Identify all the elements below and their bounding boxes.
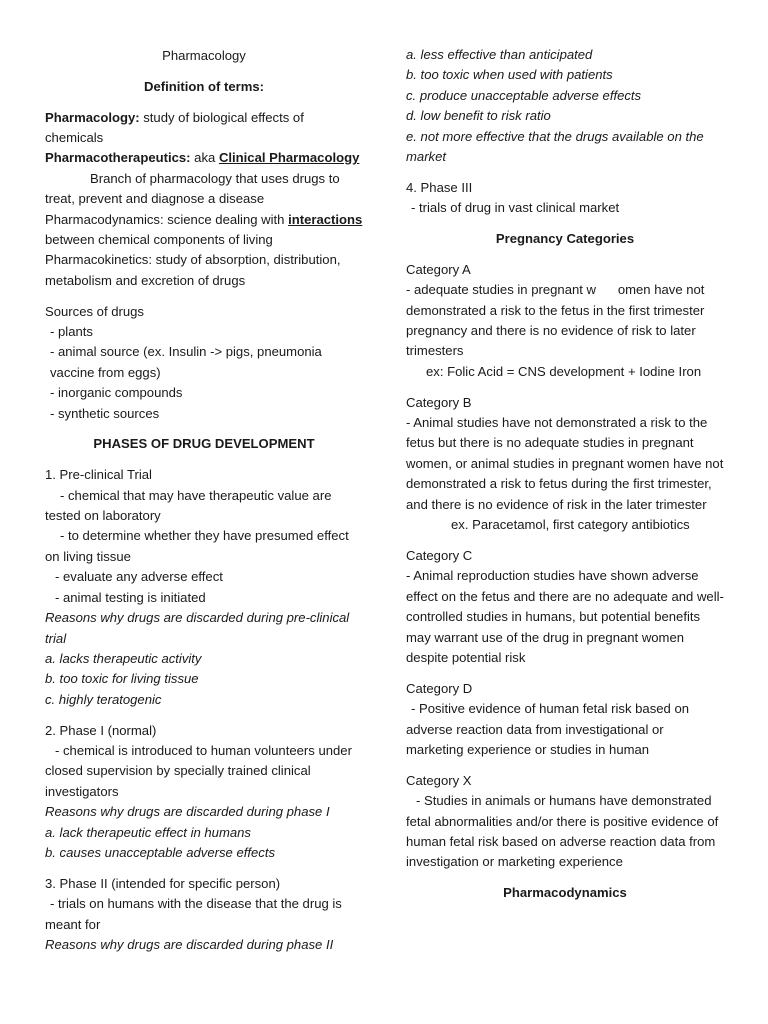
preclinical-item: - chemical that may have therapeutic value are tested on laboratory: [45, 487, 332, 524]
category-b-text: - Animal studies have not demonstrated a risk to the fetus but there is no adequate studies in pregnant women, or animal studies in pregnant women have not demonstrated a risk to fetus during the first trimester, and there is no evidence of risk in the later trimester: [406, 415, 724, 512]
preclinical-reason: a. lacks therapeutic activity: [45, 650, 202, 666]
phase2-reason: b. too toxic when used with patients: [406, 67, 613, 83]
source-item: - inorganic compounds: [50, 385, 183, 401]
category-c-text: - Animal reproduction studies have shown adverse effect on the fetus and there are no adequate and well-controlled studies in humans, but potential benefits may warrant use of the drug in pregnant women despite potential risk: [406, 568, 724, 665]
phase1-title: 2. Phase I (normal): [45, 722, 157, 738]
phase3-item: - trials of drug in vast clinical market: [411, 200, 620, 216]
aka-text: aka: [190, 150, 219, 166]
clinical-pharmacology-term: Clinical Pharmacology: [218, 150, 360, 166]
phase1-reason: b. causes unacceptable adverse effects: [45, 844, 276, 860]
source-item: - synthetic sources: [50, 405, 160, 421]
phase1-item: - chemical is introduced to human volunteers under closed supervision by specially trained clinical investigators: [45, 742, 352, 799]
sources-heading: Sources of drugs: [45, 303, 144, 319]
document-title: Pharmacology: [162, 48, 246, 63]
pharmacodynamics-heading: Pharmacodynamics: [503, 885, 627, 901]
category-b-example: ex. Paracetamol, first category antibiotics: [451, 517, 690, 533]
phase1-reason: a. lack therapeutic effect in humans: [45, 824, 251, 840]
category-b-title: Category B: [406, 394, 472, 410]
pharmacokinetics-definition: Pharmacokinetics: study of absorption, distribution, metabolism and excretion of drugs: [45, 252, 341, 288]
preclinical-reasons-heading: Reasons why drugs are discarded during pre-clinical trial: [45, 610, 350, 646]
category-x-text: - Studies in animals or humans have demonstrated fetal abnormalities and/or there is positive evidence of human fetal risk based on adverse reaction data from investigation or marketing experience: [406, 793, 719, 870]
phase3-title: 4. Phase III: [406, 179, 473, 195]
pharmacology-term: Pharmacology:: [45, 109, 140, 125]
category-x-title: Category X: [406, 772, 472, 788]
phase2-reason: e. not more effective that the drugs available on the market: [406, 128, 704, 165]
category-a-example: ex: Folic Acid = CNS development + Iodine Iron: [426, 363, 702, 379]
interactions-term: interactions: [288, 211, 363, 227]
phase2-item: - trials on humans with the disease that the drug is meant for: [45, 896, 342, 932]
preclinical-item: - animal testing is initiated: [55, 589, 206, 605]
preclinical-item: - to determine whether they have presumed effect on living tissue: [45, 528, 349, 564]
preclinical-reason: b. too toxic for living tissue: [45, 671, 199, 687]
definition-heading: Definition of terms:: [143, 78, 265, 94]
phase2-reason: c. produce unacceptable adverse effects: [406, 87, 642, 103]
phases-heading: PHASES OF DRUG DEVELOPMENT: [93, 436, 315, 452]
source-item: - animal source (ex. Insulin -> pigs, pneumonia vaccine from eggs): [50, 344, 322, 380]
right-column: [406, 0, 724, 904]
phase1-reasons-heading: Reasons why drugs are discarded during phase I: [45, 804, 330, 820]
left-column: [45, 0, 363, 955]
pharmacotherapeutics-definition: [45, 148, 363, 168]
category-a-text: - adequate studies in pregnant w omen have not demonstrated a risk to the fetus in the first trimester pregnancy and there is no evidence of risk to later trimesters: [406, 282, 709, 359]
source-item: - plants: [50, 324, 93, 340]
phase2-title: 3. Phase II (intended for specific person): [45, 875, 281, 891]
preclinical-title: 1. Pre-clinical Trial: [45, 467, 152, 483]
preclinical-item: - evaluate any adverse effect: [55, 569, 223, 585]
pharmacodynamics-definition: [45, 210, 363, 251]
phase2-reason: a. less effective than anticipated: [406, 47, 593, 62]
pharmacology-definition: [45, 108, 363, 149]
category-a-title: Category A: [406, 261, 471, 277]
pharmacodynamics-def-post: between chemical components of living: [45, 232, 273, 248]
pharmacology-def: study of biological effects of chemicals: [45, 109, 304, 145]
phase2-reasons-heading: Reasons why drugs are discarded during phase II: [45, 936, 334, 952]
preclinical-reason: c. highly teratogenic: [45, 691, 162, 707]
branch-text: Branch of pharmacology that uses drugs to treat, prevent and diagnose a disease: [45, 170, 340, 207]
pharmacodynamics-def-pre: Pharmacodynamics: science dealing with: [45, 211, 289, 227]
pregnancy-heading: Pregnancy Categories: [495, 231, 635, 247]
phase2-reason: d. low benefit to risk ratio: [406, 108, 551, 124]
category-c-title: Category C: [406, 547, 473, 563]
category-d-text: - Positive evidence of human fetal risk based on adverse reaction data from investigational or marketing experience or studies in human: [406, 701, 690, 757]
pharmacotherapeutics-term: Pharmacotherapeutics:: [45, 150, 191, 166]
category-d-title: Category D: [406, 680, 473, 696]
